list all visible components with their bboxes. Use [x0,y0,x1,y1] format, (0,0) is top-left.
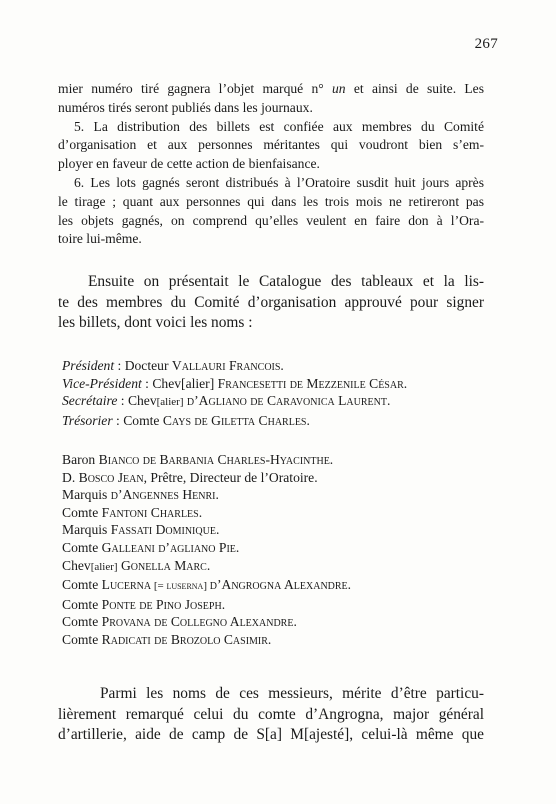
lottery-rules-text [58,80,484,249]
text-line: numéros tirés seront publiés dans les journaux. [58,99,313,115]
member-entry: Marquis Fassati Dominique. [62,522,220,538]
text-line: d’artillerie, aide de camp de S[a] M[ajesté], celui-là même que [58,726,484,743]
text-line: les billets, dont voici les noms : [58,314,253,331]
page-number: 267 [474,36,498,52]
member-entry: Comte Galleani d’agliano Pie. [62,539,240,555]
member-entry: Comte Radicati de Brozolo Casimir. [62,631,272,647]
officer-entry: Président : Docteur Vallauri Francois. [62,358,284,373]
rule-5-line: ployer en faveur de cette action de bienfaisance. [58,156,320,172]
text-line: lièrement remarqué celui du comte d’Angrogna, major général [58,705,484,723]
member-entry: Chev[alier] Gonella Marc. [62,557,211,573]
text-line: Parmi les noms de ces messieurs, mérite d’être particu- [100,685,484,702]
member-entry: Comte Provana de Collegno Alexandre. [62,614,297,630]
committee-officers-list [62,357,502,429]
officer-entry: Trésorier : Comte Cays de Giletta Charles. [62,412,310,428]
member-entry: D. Bosco Jean, Prêtre, Directeur de l’Oratoire. [62,469,318,485]
closing-paragraph [58,684,484,746]
text-line: te des membres du Comité d’organisation approuvé pour signer [58,293,484,311]
rule-6-line: le tirage ; quant aux personnes qui dans les trois mois ne retireront pas [58,193,484,209]
rule-5-line: d’organisation et aux personnes méritantes qui voudront bien s’em- [58,137,484,153]
officer-entry: Secrétaire : Chev[alier] d’Agliano de Caravonica Laurent. [62,393,391,409]
rule-5-line: 5. La distribution des billets est confiée aux membres du Comité [74,118,484,134]
member-entry: Comte Lucerna [= luserna] d’Angrogna Alexandre. [62,577,352,593]
member-entry: Comte Fantoni Charles. [62,504,203,520]
rule-6-line: toire lui-même. [58,231,142,247]
text-line: mier numéro tiré gagnera l’objet marqué n° un et ainsi de suite. Les [58,81,484,96]
rule-6-line: 6. Les lots gagnés seront distribués à l’Oratoire susdit huit jours après [74,174,484,190]
member-entry: Marquis d’Angennes Henri. [62,487,219,503]
officer-entry: Vice-Président : Chev[alier] Francesetti de Mezzenile César. [62,375,408,391]
member-entry: Baron Bianco de Barbania Charles-Hyacinthe. [62,452,334,467]
catalogue-paragraph [58,272,484,334]
committee-members-list [62,451,502,649]
rule-6-line: les objets gagnés, on comprend qu’elles veulent en faire don à l’Ora- [58,212,484,228]
member-entry: Comte Ponte de Pino Joseph. [62,596,226,612]
text-line: Ensuite on présentait le Catalogue des tableaux et la lis- [88,273,484,290]
